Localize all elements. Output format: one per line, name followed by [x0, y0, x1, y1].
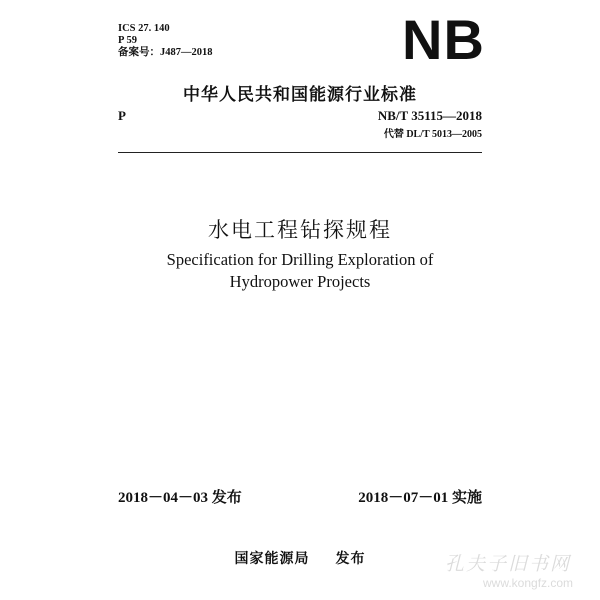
issue-date: 2018－04－03 发布: [118, 490, 242, 506]
p-code: P 59: [118, 35, 137, 46]
replaces-standard: 代替 DL/T 5013—2005: [383, 129, 482, 140]
title-chinese: 水电工程钻探规程: [208, 218, 392, 242]
standard-number: NB/T 35115—2018: [377, 108, 482, 123]
nb-logo: NB: [402, 8, 485, 71]
ics-code: ICS 27. 140: [118, 23, 170, 34]
publish-action: 发布: [335, 551, 366, 567]
header-divider: [118, 152, 482, 153]
watermark-url: www.kongfz.com: [483, 576, 574, 590]
implementation-date: 2018－07－01 实施: [358, 490, 482, 506]
industry-standard-title: 中华人民共和国能源行业标准: [183, 85, 417, 105]
watermark-text: 孔夫子旧书网: [445, 553, 572, 575]
title-english-line-1: Specification for Drilling Exploration of: [166, 250, 434, 269]
category-code: P: [118, 108, 126, 123]
title-english-line-2: Hydropower Projects: [229, 272, 371, 291]
record-number: 备案号：J487—2018: [118, 47, 213, 58]
publisher-name: 国家能源局: [234, 551, 310, 567]
watermark: [445, 549, 595, 590]
